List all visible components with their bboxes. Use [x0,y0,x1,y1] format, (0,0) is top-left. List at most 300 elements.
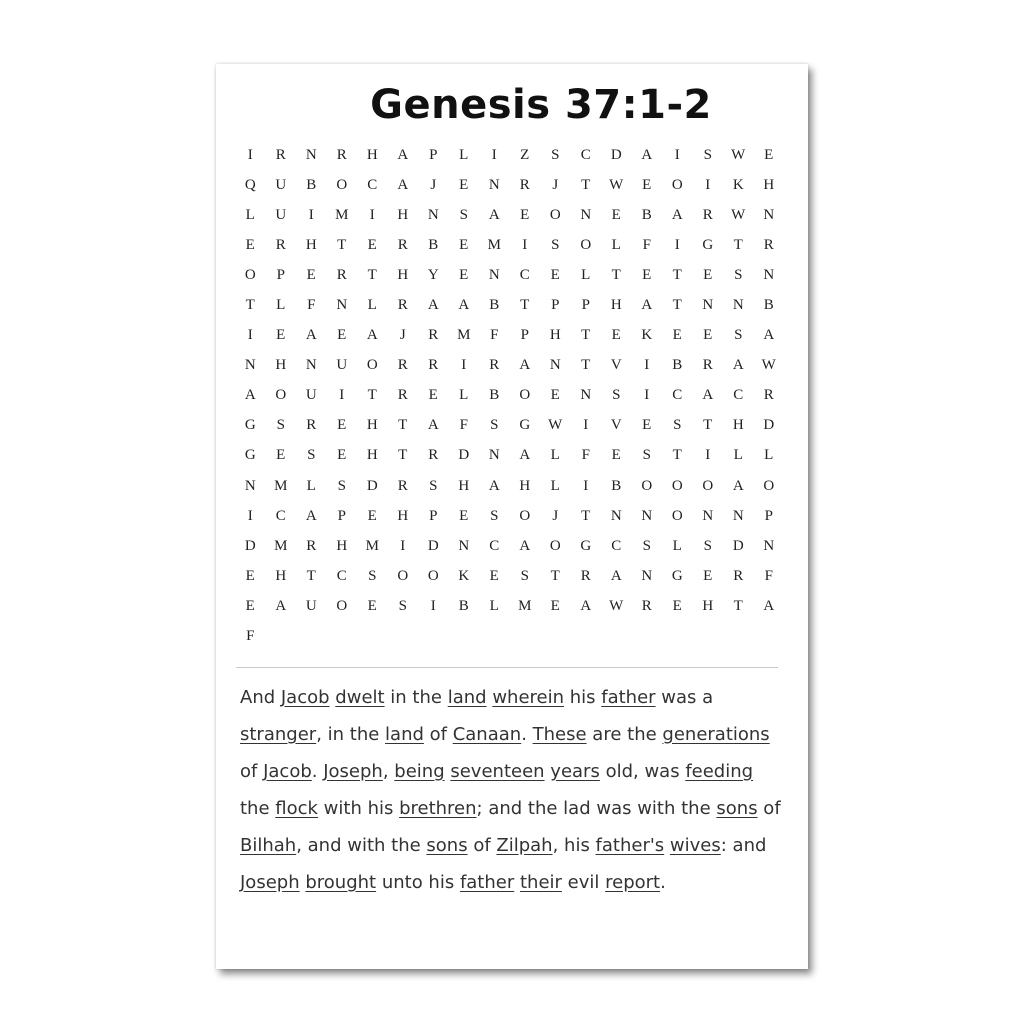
grid-letter: I [674,236,680,253]
grid-letter: B [489,387,500,404]
grid-letter: E [459,236,469,253]
grid-letter: E [428,387,438,404]
grid-letter: A [244,387,256,404]
grid-letter: E [337,327,347,344]
grid-letter: S [642,537,651,554]
grid-letter: M [274,477,288,494]
grid-letter: O [671,507,683,524]
passage-text: of [423,724,453,745]
grid-letter: E [642,176,652,193]
grid-letter: E [550,597,560,614]
grid-letter: A [488,206,500,223]
grid-letter: H [610,297,622,314]
grid-letter: B [428,236,439,253]
grid-letter: N [488,176,500,193]
grid-letter: G [519,417,531,434]
grid-letter: B [672,357,683,374]
grid-letter: L [459,387,469,404]
grid-letter: N [580,206,592,223]
grid-letter: M [457,327,471,344]
grid-letter: F [307,297,316,314]
grid-letter: T [611,266,621,283]
grid-letter: D [366,477,378,494]
grid-letter: R [763,236,774,253]
grid-letter: O [549,206,561,223]
grid-letter: E [611,447,621,464]
grid-letter: B [306,176,317,193]
grid-letter: E [642,266,652,283]
hidden-word: Joseph [240,872,300,893]
grid-letter: A [397,146,409,163]
grid-letter: S [703,146,712,163]
grid-letter: D [427,537,439,554]
grid-letter: F [764,567,773,584]
grid-letter: D [763,417,775,434]
grid-letter: J [552,176,559,193]
grid-letter: E [703,266,713,283]
grid-letter: A [427,297,439,314]
grid-letter: L [550,447,560,464]
grid-letter: W [548,417,563,434]
grid-letter: O [763,477,775,494]
grid-letter: R [641,597,652,614]
grid-letter: S [703,537,712,554]
grid-letter: R [702,206,713,223]
hidden-word: Canaan [452,724,522,745]
grid-letter: A [427,417,439,434]
passage-text: , [382,761,395,782]
grid-letter: Z [520,146,530,163]
grid-letter: S [398,597,407,614]
passage-text: unto his [376,872,460,893]
grid-letter: R [397,477,408,494]
grid-letter: T [672,266,682,283]
grid-letter: E [367,597,377,614]
grid-letter: R [306,417,317,434]
grid-letter: N [763,206,775,223]
passage-text: was a [655,687,714,708]
grid-letter: S [673,417,682,434]
grid-letter: H [275,357,287,374]
hidden-word: wherein [492,687,565,708]
hidden-word: flock [275,798,318,819]
grid-letter: O [244,266,256,283]
grid-letter: C [367,176,378,193]
hidden-word: sons [426,835,468,856]
grid-letter: E [337,447,347,464]
grid-letter: W [609,176,624,193]
grid-letter: N [641,567,653,584]
grid-letter: P [520,327,529,344]
grid-letter: E [276,327,286,344]
grid-letter: N [458,537,470,554]
grid-letter: O [336,176,348,193]
grid-letter: O [671,477,683,494]
grid-letter: E [703,327,713,344]
hidden-word: stranger [240,724,317,745]
grid-letter: G [244,417,256,434]
grid-letter: L [581,266,591,283]
grid-letter: T [550,567,560,584]
grid-letter: I [430,597,436,614]
word-search-grid [235,140,784,652]
grid-letter: O [549,537,561,554]
grid-letter: E [550,266,560,283]
grid-letter: L [550,477,560,494]
grid-letter: N [244,477,256,494]
grid-letter: C [489,537,500,554]
hidden-word: father [459,872,515,893]
grid-letter: C [275,507,286,524]
grid-letter: H [732,417,744,434]
grid-letter: U [305,597,317,614]
hidden-word: Bilhah [240,835,297,856]
grid-letter: H [458,477,470,494]
grid-letter: H [366,447,378,464]
grid-letter: I [400,537,406,554]
grid-letter: N [610,507,622,524]
grid-letter: J [552,507,559,524]
grid-letter: P [581,297,590,314]
grid-letter: A [519,357,531,374]
grid-letter: J [430,176,437,193]
grid-letter: H [549,327,561,344]
grid-letter: V [610,417,622,434]
grid-letter: E [459,176,469,193]
grid-letter: N [763,266,775,283]
hidden-word: wives [669,835,721,856]
grid-letter: N [641,507,653,524]
grid-letter: E [245,597,255,614]
hidden-word: dwelt [335,687,385,708]
grid-letter: P [429,507,438,524]
grid-letter: K [732,176,744,193]
grid-letter: F [581,447,590,464]
grid-letter: I [583,417,589,434]
grid-letter: A [366,327,378,344]
hidden-word: years [550,761,600,782]
grid-letter: S [429,477,438,494]
grid-letter: T [367,266,377,283]
grid-letter: M [274,537,288,554]
hidden-word: These [532,724,587,745]
grid-letter: H [366,146,378,163]
passage-text: of [757,798,781,819]
grid-letter: S [368,567,377,584]
grid-letter: N [732,297,744,314]
grid-letter: R [275,236,286,253]
grid-letter: S [337,477,346,494]
grid-letter: B [489,297,500,314]
passage-text: , in the [316,724,386,745]
grid-letter: A [641,146,653,163]
grid-letter: D [458,447,470,464]
grid-letter: W [731,146,746,163]
grid-letter: E [245,567,255,584]
grid-letter: N [336,297,348,314]
grid-letter: E [306,266,316,283]
grid-letter: L [276,297,286,314]
grid-letter: I [705,176,711,193]
grid-letter: O [580,236,592,253]
grid-letter: I [247,327,253,344]
grid-letter: O [275,387,287,404]
hidden-word: Zilpah [496,835,553,856]
grid-letter: A [458,297,470,314]
grid-letter: S [490,507,499,524]
grid-letter: G [244,447,256,464]
grid-letter: A [488,477,500,494]
grid-letter: E [367,507,377,524]
grid-letter: R [580,567,591,584]
grid-letter: P [551,297,560,314]
grid-letter: J [399,327,406,344]
grid-letter: N [305,146,317,163]
grid-letter: S [551,146,560,163]
grid-letter: E [672,327,682,344]
grid-letter: C [336,567,347,584]
grid-letter: S [520,567,529,584]
grid-letter: R [489,357,500,374]
grid-letter: I [339,387,345,404]
grid-letter: O [641,477,653,494]
passage-text: . [311,761,324,782]
grid-letter: C [519,266,530,283]
grid-letter: M [487,236,501,253]
grid-letter: A [397,176,409,193]
grid-letter: O [702,477,714,494]
grid-letter: A [671,206,683,223]
grid-letter: I [644,387,650,404]
grid-letter: N [427,206,439,223]
grid-letter: S [642,447,651,464]
grid-letter: R [702,357,713,374]
grid-letter: E [764,146,774,163]
grid-letter: N [763,537,775,554]
passage-text: ; and the lad was with the [476,798,717,819]
grid-letter: N [702,297,714,314]
passage-text: , his [552,835,596,856]
grid-letter: I [644,357,650,374]
grid-letter: N [549,357,561,374]
grid-letter: E [245,236,255,253]
grid-letter: O [519,387,531,404]
grid-letter: A [702,387,714,404]
grid-letter: L [764,447,774,464]
grid-letter: I [522,236,528,253]
hidden-word: land [447,687,487,708]
grid-letter: S [490,417,499,434]
grid-letter: G [671,567,683,584]
grid-letter: A [763,327,775,344]
grid-letter: W [731,206,746,223]
grid-letter: L [489,597,499,614]
grid-letter: P [429,146,438,163]
grid-letter: F [459,417,468,434]
passage-text: the [240,798,276,819]
grid-letter: T [581,176,591,193]
grid-letter: R [306,537,317,554]
grid-letter: T [672,447,682,464]
grid-letter: N [580,387,592,404]
page-title: Genesis 37:1-2 [370,82,712,128]
grid-letter: S [734,327,743,344]
grid-letter: M [518,597,532,614]
grid-letter: H [305,236,317,253]
grid-letter: N [488,266,500,283]
grid-letter: S [551,236,560,253]
grid-letter: R [336,266,347,283]
grid-letter: U [275,206,287,223]
grid-letter: O [671,176,683,193]
grid-letter: C [611,537,622,554]
grid-letter: O [519,507,531,524]
grid-letter: K [458,567,470,584]
grid-letter: A [305,507,317,524]
grid-letter: M [335,206,349,223]
grid-letter: D [244,537,256,554]
grid-letter: R [519,176,530,193]
grid-letter: P [276,266,285,283]
grid-letter: E [489,567,499,584]
grid-letter: T [733,236,743,253]
grid-letter: T [337,236,347,253]
grid-letter: A [641,297,653,314]
grid-letter: U [305,387,317,404]
grid-letter: E [276,447,286,464]
grid-letter: T [672,297,682,314]
grid-letter: K [641,327,653,344]
grid-letter: I [247,146,253,163]
grid-letter: Q [244,176,256,193]
passage-text: in the [384,687,448,708]
grid-letter: O [427,567,439,584]
grid-letter: S [734,266,743,283]
grid-letter: I [705,447,711,464]
grid-letter: G [580,537,592,554]
passage-text: his [564,687,602,708]
hidden-word: father's [595,835,665,856]
hidden-word: Joseph [323,761,383,782]
grid-letter: E [611,206,621,223]
grid-letter: E [520,206,530,223]
grid-letter: E [611,327,621,344]
grid-letter: R [397,357,408,374]
passage-text: with his [317,798,400,819]
grid-letter: E [459,507,469,524]
passage-text: And [240,687,281,708]
grid-letter: H [702,597,714,614]
grid-letter: R [428,357,439,374]
grid-letter: S [459,206,468,223]
grid-letter: R [428,447,439,464]
grid-letter: I [461,357,467,374]
grid-letter: D [610,146,622,163]
grid-letter: F [246,628,255,645]
grid-letter: E [337,417,347,434]
grid-letter: D [732,537,744,554]
hidden-word: being [394,761,445,782]
hidden-word: seventeen [450,761,545,782]
grid-letter: A [275,597,287,614]
passage-text: are the [586,724,663,745]
grid-letter: T [703,417,713,434]
hidden-word: brought [305,872,377,893]
grid-letter: S [307,447,316,464]
hidden-word: Jacob [280,687,330,708]
passage-text: . [521,724,533,745]
grid-letter: E [459,266,469,283]
grid-letter: S [612,387,621,404]
grid-letter: A [610,567,622,584]
grid-letter: F [642,236,651,253]
grid-letter: A [732,477,744,494]
grid-letter: R [763,387,774,404]
grid-letter: T [398,447,408,464]
grid-letter: Y [427,266,439,283]
hidden-word: land [385,724,424,745]
grid-letter: O [366,357,378,374]
grid-letter: T [520,297,530,314]
hidden-word: brethren [399,798,477,819]
hidden-word: generations [662,724,770,745]
grid-letter: V [610,357,622,374]
grid-letter: H [763,176,775,193]
grid-letter: H [397,266,409,283]
grid-letter: C [733,387,744,404]
grid-letter: P [337,507,346,524]
grid-letter: T [581,357,591,374]
grid-letter: H [336,537,348,554]
hidden-word: sons [716,798,758,819]
grid-letter: I [583,477,589,494]
grid-letter: H [397,206,409,223]
grid-letter: N [244,357,256,374]
grid-letter: E [550,387,560,404]
grid-letter: B [641,206,652,223]
grid-letter: T [581,507,591,524]
grid-letter: T [245,297,255,314]
grid-letter: C [672,387,683,404]
hidden-word: report [605,872,661,893]
grid-letter: R [397,387,408,404]
grid-letter: L [306,477,316,494]
grid-letter: I [674,146,680,163]
grid-letter: R [397,236,408,253]
grid-letter: T [733,597,743,614]
grid-letter: A [763,597,775,614]
grid-letter: N [702,507,714,524]
hidden-word: their [519,872,562,893]
grid-letter: O [336,597,348,614]
grid-letter: R [275,146,286,163]
grid-letter: W [761,357,776,374]
grid-letter: E [703,567,713,584]
grid-letter: L [245,206,255,223]
grid-letter: R [397,297,408,314]
grid-letter: L [611,236,621,253]
grid-letter: A [519,537,531,554]
grid-letter: L [459,146,469,163]
worksheet-page [216,64,808,969]
grid-letter: O [397,567,409,584]
grid-letter: T [306,567,316,584]
grid-letter: E [642,417,652,434]
grid-letter: B [458,597,469,614]
grid-letter: M [365,537,379,554]
grid-letter: N [488,447,500,464]
grid-letter: H [519,477,531,494]
